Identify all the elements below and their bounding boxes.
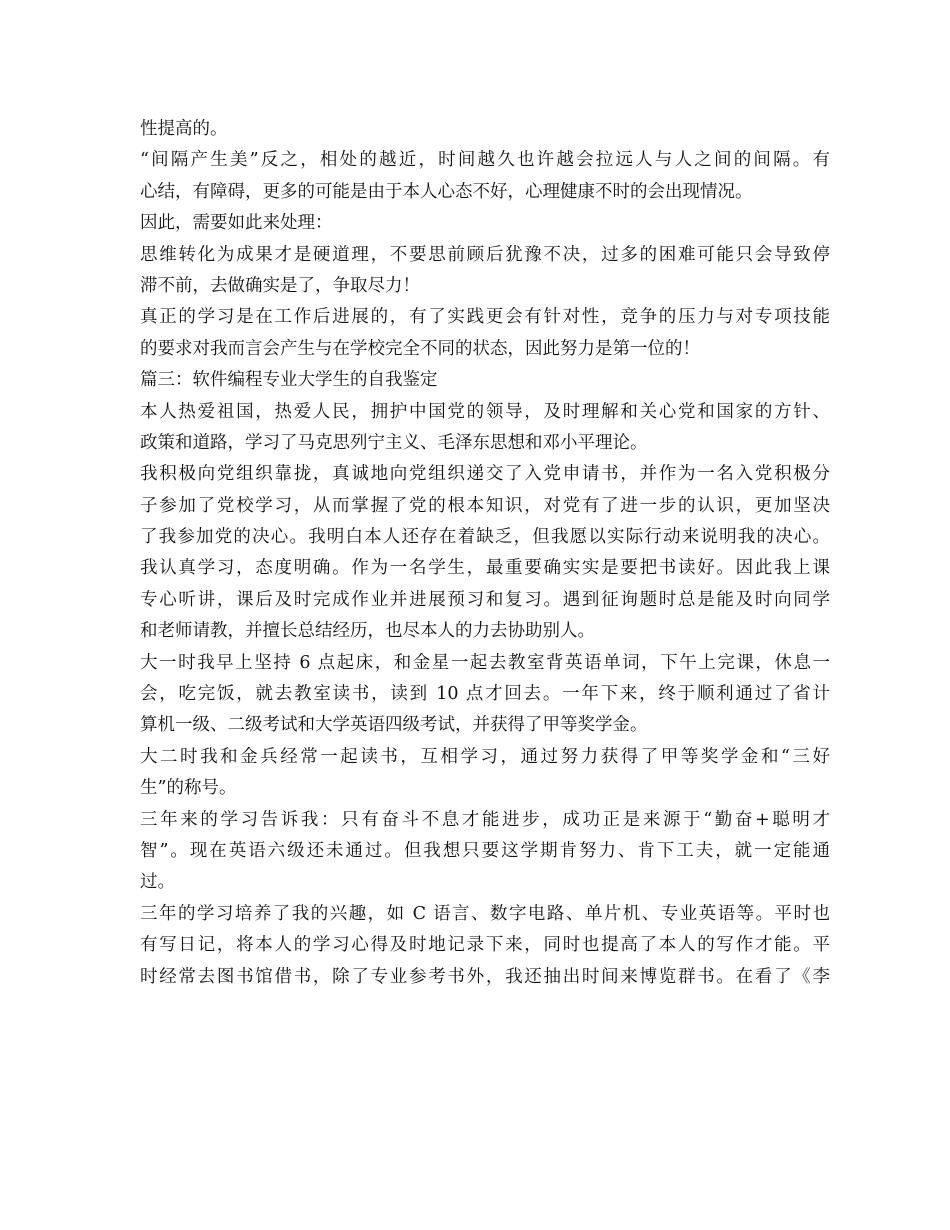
- text-line: “间隔产生美”反之，相处的越近，时间越久也许越会拉远人与人之间的间隔。有: [140, 150, 830, 171]
- text-line: 我积极向党组织靠拢，真诚地向党组织递交了入党申请书，并作为一名入党积极分: [140, 464, 830, 485]
- text-line: 了我参加党的决心。我明白本人还存在着缺乏，但我愿以实际行动来说明我的决心。: [140, 527, 830, 548]
- text-line: 大一时我早上坚持 6 点起床，和金星一起去教室背英语单词，下午上完课，休息一: [140, 652, 830, 673]
- text-line: 生”的称号。: [140, 778, 237, 799]
- text-line: 时经常去图书馆借书，除了专业参考书外，我还抽出时间来博览群书。在看了《李: [140, 966, 830, 987]
- text-line: 智”。现在英语六级还未通过。但我想只要这学期肯努力、肯下工夫，就一定能通: [140, 840, 830, 861]
- text-line: 和老师请教，并擅长总结经历，也尽本人的力去协助别人。: [140, 621, 595, 642]
- text-line: 滞不前，去做确实是了，争取尽力！: [140, 275, 420, 296]
- text-line: 性提高的。: [140, 119, 228, 139]
- text-line: 因此，需要如此来处理：: [140, 213, 333, 234]
- text-line: 的要求对我而言会产生与在学校完全不同的状态，因此努力是第一位的！: [140, 338, 700, 359]
- text-line: 子参加了党校学习，从而掌握了党的根本知识，对党有了进一步的认识，更加坚决: [140, 495, 830, 516]
- text-line: 三年的学习培养了我的兴趣，如 C 语言、数字电路、单片机、专业英语等。平时也: [140, 903, 830, 924]
- text-line: 会，吃完饭，就去教室读书，读到 10 点才回去。一年下来，终于顺利通过了省计: [140, 684, 830, 705]
- text-line: 思维转化为成果才是硬道理，不要思前顾后犹豫不决，过多的困难可能只会导致停: [140, 244, 830, 265]
- text-line: 真正的学习是在工作后进展的，有了实践更会有针对性，竞争的压力与对专项技能: [140, 307, 830, 328]
- document-body: [140, 114, 830, 993]
- text-line: 心结，有障碍，更多的可能是由于本人心态不好，心理健康不时的会出现情况。: [140, 181, 753, 202]
- text-line: 我认真学习，态度明确。作为一名学生，最重要确实实是要把书读好。因此我上课: [140, 558, 830, 579]
- text-line: 政策和道路，学习了马克思列宁主义、毛泽东思想和邓小平理论。: [140, 432, 648, 453]
- text-line: 过。: [140, 872, 175, 893]
- text-line: 本人热爱祖国，热爱人民，拥护中国党的领导，及时理解和关心党和国家的方针、: [140, 401, 830, 422]
- text-line: 篇三：软件编程专业大学生的自我鉴定: [140, 370, 438, 391]
- text-line: 算机一级、二级考试和大学英语四级考试，并获得了甲等奖学金。: [140, 715, 648, 736]
- text-line: 有写日记，将本人的学习心得及时地记录下来，同时也提高了本人的写作才能。平: [140, 935, 830, 956]
- text-line: 三年来的学习告诉我：只有奋斗不息才能进步，成功正是来源于“勤奋+聪明才: [140, 809, 830, 830]
- text-line: 大二时我和金兵经常一起读书，互相学习，通过努力获得了甲等奖学金和“三好: [140, 746, 830, 767]
- text-line: 专心听讲，课后及时完成作业并进展预习和复习。遇到征询题时总是能及时向同学: [140, 589, 830, 610]
